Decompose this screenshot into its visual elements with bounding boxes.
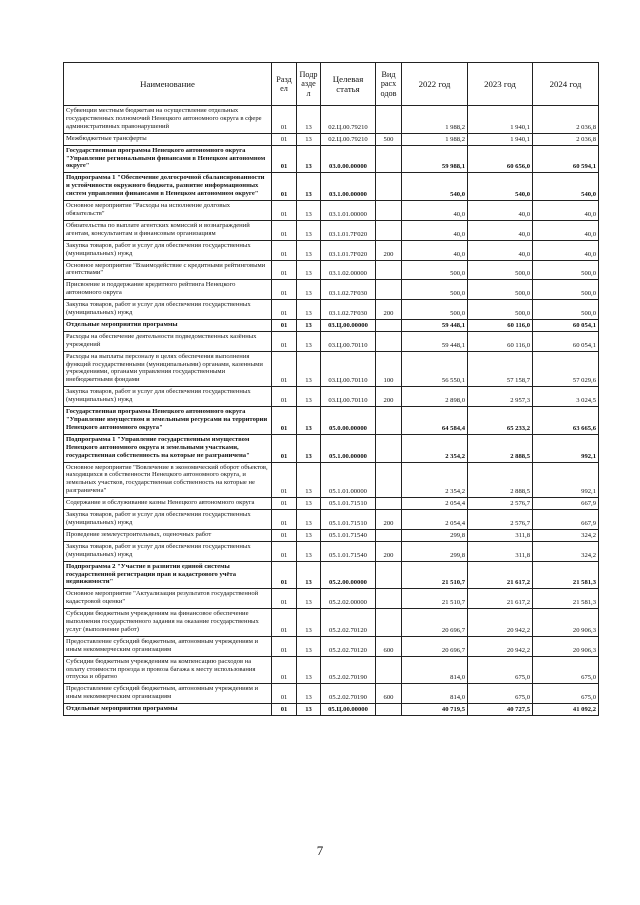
row-name: Закупка товаров, работ и услуг для обеспечения государственных (муниципальных) нужд: [64, 541, 272, 561]
row-podrazdel: 13: [297, 561, 321, 589]
row-value-2022: 21 510,7: [402, 589, 468, 609]
row-value-2023: 2 888,5: [468, 434, 533, 462]
row-name: Подпрограмма 1 "Обеспечение долгосрочной сбалансированности и устойчивости окружного бюджета, развитие информационных систем управления финансами в Ненецком автономном округе": [64, 173, 272, 201]
row-vid: [376, 498, 402, 510]
header-razdel: Разд ел: [272, 63, 297, 106]
table-row: [64, 609, 599, 637]
table-row: [64, 529, 599, 541]
row-name: Закупка товаров, работ и услуг для обеспечения государственных (муниципальных) нужд: [64, 387, 272, 407]
row-value-2023: 311,8: [468, 541, 533, 561]
row-value-2024: 500,0: [533, 280, 599, 300]
row-podrazdel: 13: [297, 300, 321, 320]
row-podrazdel: 13: [297, 656, 321, 684]
table-body: [64, 106, 599, 716]
row-podrazdel: 13: [297, 529, 321, 541]
row-value-2023: 311,8: [468, 529, 533, 541]
row-vid: [376, 407, 402, 435]
header-vid: Вид расх одов: [376, 63, 402, 106]
row-value-2022: 21 510,7: [402, 561, 468, 589]
row-razdel: 01: [272, 704, 297, 716]
row-value-2024: 324,2: [533, 541, 599, 561]
row-razdel: 01: [272, 498, 297, 510]
row-podrazdel: 13: [297, 704, 321, 716]
row-podrazdel: 13: [297, 240, 321, 260]
row-razdel: 01: [272, 260, 297, 280]
row-value-2022: 1 988,2: [402, 106, 468, 134]
header-name: Наименование: [64, 63, 272, 106]
row-article: 05.2.02.00000: [321, 589, 376, 609]
row-name: Основное мероприятие "Взаимодействие с кредитными рейтинговыми агентствами": [64, 260, 272, 280]
row-article: 03.Ц.00.70110: [321, 331, 376, 351]
row-razdel: 01: [272, 300, 297, 320]
row-value-2024: 40,0: [533, 220, 599, 240]
row-value-2023: 20 942,2: [468, 636, 533, 656]
row-name: Закупка товаров, работ и услуг для обеспечения государственных (муниципальных) нужд: [64, 510, 272, 530]
row-value-2023: 60 656,0: [468, 145, 533, 173]
row-value-2022: 20 696,7: [402, 636, 468, 656]
row-value-2022: 299,8: [402, 529, 468, 541]
row-value-2024: 57 029,6: [533, 351, 599, 387]
row-name: Субсидии бюджетным учреждениям на финансовое обеспечение выполнения государственного задания на оказание государственных услуг (выполнение работ): [64, 609, 272, 637]
row-podrazdel: 13: [297, 589, 321, 609]
table-row: [64, 280, 599, 300]
table-row: [64, 300, 599, 320]
row-name: Субвенции местным бюджетам на осуществление отдельных государственных полномочий Ненецкого автономного округа в сфере административных правонарушений: [64, 106, 272, 134]
row-article: 03.1.01.7F020: [321, 240, 376, 260]
table-row: [64, 704, 599, 716]
row-article: 03.1.02.7F030: [321, 300, 376, 320]
row-vid: 600: [376, 684, 402, 704]
table-row: [64, 351, 599, 387]
row-article: 02.Ц.00.79210: [321, 106, 376, 134]
row-article: 03.Ц.00.70110: [321, 387, 376, 407]
row-value-2024: 20 906,3: [533, 636, 599, 656]
row-vid: 100: [376, 351, 402, 387]
row-value-2024: 60 594,1: [533, 145, 599, 173]
row-razdel: 01: [272, 529, 297, 541]
row-value-2024: 21 581,3: [533, 561, 599, 589]
table-row: [64, 260, 599, 280]
row-value-2023: 1 940,1: [468, 133, 533, 145]
row-value-2022: 40,0: [402, 201, 468, 221]
row-podrazdel: 13: [297, 609, 321, 637]
row-value-2022: 2 354,2: [402, 434, 468, 462]
row-name: Проведение землеустроительных, оценочных работ: [64, 529, 272, 541]
row-podrazdel: 13: [297, 106, 321, 134]
row-value-2022: 20 696,7: [402, 609, 468, 637]
row-podrazdel: 13: [297, 498, 321, 510]
row-razdel: 01: [272, 589, 297, 609]
table-header-row: [64, 63, 599, 106]
row-value-2023: 500,0: [468, 260, 533, 280]
row-vid: [376, 589, 402, 609]
row-razdel: 01: [272, 240, 297, 260]
row-razdel: 01: [272, 220, 297, 240]
row-value-2022: 40,0: [402, 240, 468, 260]
row-article: 05.2.02.70190: [321, 684, 376, 704]
table-row: [64, 636, 599, 656]
row-article: 05.1.01.71540: [321, 529, 376, 541]
row-value-2022: 299,8: [402, 541, 468, 561]
row-podrazdel: 13: [297, 351, 321, 387]
budget-table-container: [63, 62, 598, 716]
row-value-2024: 324,2: [533, 529, 599, 541]
row-value-2023: 2 576,7: [468, 498, 533, 510]
row-podrazdel: 13: [297, 387, 321, 407]
row-name: Содержание и обслуживание казны Ненецкого автономного округа: [64, 498, 272, 510]
table-row: [64, 220, 599, 240]
row-razdel: 01: [272, 541, 297, 561]
row-podrazdel: 13: [297, 510, 321, 530]
row-razdel: 01: [272, 561, 297, 589]
table-row: [64, 589, 599, 609]
row-article: 05.1.00.00000: [321, 434, 376, 462]
row-podrazdel: 13: [297, 434, 321, 462]
row-value-2023: 1 940,1: [468, 106, 533, 134]
row-value-2022: 2 898,0: [402, 387, 468, 407]
row-razdel: 01: [272, 434, 297, 462]
row-name: Предоставление субсидий бюджетным, автономным учреждениям и иным некоммерческим организациям: [64, 684, 272, 704]
row-value-2023: 60 116,0: [468, 319, 533, 331]
row-name: Подпрограмма 1 "Управление государственным имуществом Ненецкого автономного округа и земельными участками, государственная собственность на которые не разграничена": [64, 434, 272, 462]
row-podrazdel: 13: [297, 173, 321, 201]
row-razdel: 01: [272, 319, 297, 331]
row-vid: 200: [376, 387, 402, 407]
row-value-2022: 540,0: [402, 173, 468, 201]
row-name: Отдельные мероприятия программы: [64, 704, 272, 716]
row-value-2023: 40,0: [468, 201, 533, 221]
row-value-2023: 40,0: [468, 220, 533, 240]
row-value-2023: 500,0: [468, 300, 533, 320]
row-vid: [376, 319, 402, 331]
table-row: [64, 331, 599, 351]
row-name: Присвоение и поддержание кредитного рейтинга Ненецкого автономного округа: [64, 280, 272, 300]
row-article: 05.1.01.71510: [321, 498, 376, 510]
row-value-2023: 675,0: [468, 656, 533, 684]
row-razdel: 01: [272, 636, 297, 656]
header-article: Целевая статья: [321, 63, 376, 106]
row-value-2024: 540,0: [533, 173, 599, 201]
row-razdel: 01: [272, 609, 297, 637]
header-2022: 2022 год: [402, 63, 468, 106]
table-row: [64, 498, 599, 510]
row-value-2022: 59 988,1: [402, 145, 468, 173]
row-value-2024: 675,0: [533, 684, 599, 704]
row-value-2024: 500,0: [533, 260, 599, 280]
row-value-2023: 2 957,3: [468, 387, 533, 407]
row-article: 03.Ц.00.00000: [321, 319, 376, 331]
row-name: Межбюджетные трансферты: [64, 133, 272, 145]
row-vid: 200: [376, 300, 402, 320]
row-vid: [376, 173, 402, 201]
row-vid: 200: [376, 541, 402, 561]
row-value-2023: 20 942,2: [468, 609, 533, 637]
table-row: [64, 561, 599, 589]
row-article: 05.2.00.00000: [321, 561, 376, 589]
table-row: [64, 656, 599, 684]
row-vid: [376, 704, 402, 716]
row-vid: [376, 656, 402, 684]
row-podrazdel: 13: [297, 201, 321, 221]
row-value-2024: 40,0: [533, 201, 599, 221]
row-value-2022: 814,0: [402, 684, 468, 704]
row-razdel: 01: [272, 201, 297, 221]
table-row: [64, 462, 599, 498]
row-vid: [376, 106, 402, 134]
row-name: Расходы на обеспечение деятельности подведомственных казённых учреждений: [64, 331, 272, 351]
row-value-2022: 2 354,2: [402, 462, 468, 498]
row-value-2024: 21 581,3: [533, 589, 599, 609]
row-value-2023: 40 727,5: [468, 704, 533, 716]
row-value-2024: 60 054,1: [533, 319, 599, 331]
row-podrazdel: 13: [297, 260, 321, 280]
row-razdel: 01: [272, 462, 297, 498]
row-vid: [376, 561, 402, 589]
row-name: Расходы на выплаты персоналу в целях обеспечения выполнения функций государственными (муниципальными) органами, казенными учреждениями, органами управления государственными внебюджетными фондами: [64, 351, 272, 387]
row-value-2022: 500,0: [402, 280, 468, 300]
table-row: [64, 201, 599, 221]
table-row: [64, 541, 599, 561]
table-row: [64, 240, 599, 260]
table-row: [64, 434, 599, 462]
row-name: Подпрограмма 2 "Участие в развитии единой системы государственной регистрации прав и кадастрового учёта недвижимости": [64, 561, 272, 589]
row-name: Основное мероприятие "Актуализация результатов государственной кадастровой оценки": [64, 589, 272, 609]
page-number: 7: [316, 843, 324, 858]
row-podrazdel: 13: [297, 133, 321, 145]
row-podrazdel: 13: [297, 462, 321, 498]
row-value-2022: 40 719,5: [402, 704, 468, 716]
row-value-2022: 1 988,2: [402, 133, 468, 145]
row-value-2023: 40,0: [468, 240, 533, 260]
row-article: 03.1.02.7F030: [321, 280, 376, 300]
row-value-2024: 20 906,3: [533, 609, 599, 637]
row-value-2023: 500,0: [468, 280, 533, 300]
row-razdel: 01: [272, 331, 297, 351]
row-razdel: 01: [272, 145, 297, 173]
row-vid: [376, 201, 402, 221]
row-podrazdel: 13: [297, 145, 321, 173]
row-value-2024: 500,0: [533, 300, 599, 320]
row-value-2023: 60 116,0: [468, 331, 533, 351]
row-article: 05.1.01.71510: [321, 510, 376, 530]
row-article: 05.Ц.00.00000: [321, 704, 376, 716]
row-vid: [376, 220, 402, 240]
row-value-2023: 57 158,7: [468, 351, 533, 387]
row-value-2024: 41 092,2: [533, 704, 599, 716]
row-value-2022: 814,0: [402, 656, 468, 684]
row-value-2024: 63 665,6: [533, 407, 599, 435]
row-razdel: 01: [272, 106, 297, 134]
row-podrazdel: 13: [297, 220, 321, 240]
row-razdel: 01: [272, 510, 297, 530]
row-vid: [376, 331, 402, 351]
row-value-2024: 3 024,5: [533, 387, 599, 407]
header-podrazdel: Подр азде л: [297, 63, 321, 106]
header-2024: 2024 год: [533, 63, 599, 106]
row-article: 03.Ц.00.70110: [321, 351, 376, 387]
row-value-2023: 65 233,2: [468, 407, 533, 435]
table-row: [64, 133, 599, 145]
row-name: Обязательства по выплате агентских комиссий и вознаграждений агентам, консультантам и финансовым организациям: [64, 220, 272, 240]
row-value-2023: 21 617,2: [468, 589, 533, 609]
row-value-2024: 667,9: [533, 510, 599, 530]
table-row: [64, 145, 599, 173]
row-value-2024: 992,1: [533, 434, 599, 462]
row-value-2022: 56 550,1: [402, 351, 468, 387]
row-name: Закупка товаров, работ и услуг для обеспечения государственных (муниципальных) нужд: [64, 300, 272, 320]
table-row: [64, 106, 599, 134]
row-value-2024: 60 054,1: [533, 331, 599, 351]
row-razdel: 01: [272, 173, 297, 201]
table-row: [64, 173, 599, 201]
row-article: 05.1.01.71540: [321, 541, 376, 561]
row-vid: [376, 462, 402, 498]
row-article: 02.Ц.00.79210: [321, 133, 376, 145]
row-article: 05.2.02.70120: [321, 636, 376, 656]
row-razdel: 01: [272, 387, 297, 407]
row-razdel: 01: [272, 351, 297, 387]
header-2023: 2023 год: [468, 63, 533, 106]
row-value-2024: 667,9: [533, 498, 599, 510]
row-name: Субсидии бюджетным учреждениям на компенсацию расходов на оплату стоимости проезда и провоза багажа к месту использования отпуска и обратно: [64, 656, 272, 684]
row-value-2022: 2 054,4: [402, 498, 468, 510]
row-value-2022: 2 054,4: [402, 510, 468, 530]
row-value-2024: 2 036,8: [533, 133, 599, 145]
row-razdel: 01: [272, 133, 297, 145]
row-name: Отдельные мероприятия программы: [64, 319, 272, 331]
row-podrazdel: 13: [297, 331, 321, 351]
row-article: 03.1.02.00000: [321, 260, 376, 280]
row-razdel: 01: [272, 280, 297, 300]
row-vid: [376, 434, 402, 462]
row-value-2023: 540,0: [468, 173, 533, 201]
row-podrazdel: 13: [297, 319, 321, 331]
row-value-2024: 675,0: [533, 656, 599, 684]
row-article: 03.1.01.00000: [321, 201, 376, 221]
row-podrazdel: 13: [297, 636, 321, 656]
row-name: Государственная программа Ненецкого автономного округа "Управление региональными финансами в Ненецком автономном округе": [64, 145, 272, 173]
row-vid: 200: [376, 240, 402, 260]
row-article: 03.1.00.00000: [321, 173, 376, 201]
row-podrazdel: 13: [297, 407, 321, 435]
row-vid: 200: [376, 510, 402, 530]
table-row: [64, 387, 599, 407]
row-name: Основное мероприятие "Расходы на исполнение долговых обязательств": [64, 201, 272, 221]
row-podrazdel: 13: [297, 280, 321, 300]
row-article: 05.2.02.70120: [321, 609, 376, 637]
row-article: 05.1.01.00000: [321, 462, 376, 498]
row-value-2024: 40,0: [533, 240, 599, 260]
table-row: [64, 319, 599, 331]
table-row: [64, 407, 599, 435]
row-value-2024: 2 036,8: [533, 106, 599, 134]
row-vid: 600: [376, 636, 402, 656]
row-value-2023: 675,0: [468, 684, 533, 704]
row-value-2023: 2 888,5: [468, 462, 533, 498]
row-podrazdel: 13: [297, 684, 321, 704]
row-podrazdel: 13: [297, 541, 321, 561]
row-article: 03.0.00.00000: [321, 145, 376, 173]
row-name: Государственная программа Ненецкого автономного округа "Управление имуществом и земельными ресурсами на территории Ненецкого автономного округа": [64, 407, 272, 435]
row-value-2023: 21 617,2: [468, 561, 533, 589]
row-value-2022: 40,0: [402, 220, 468, 240]
row-name: Закупка товаров, работ и услуг для обеспечения государственных (муниципальных) нужд: [64, 240, 272, 260]
row-razdel: 01: [272, 684, 297, 704]
row-value-2022: 59 448,1: [402, 331, 468, 351]
row-value-2022: 500,0: [402, 260, 468, 280]
row-value-2023: 2 576,7: [468, 510, 533, 530]
row-article: 05.0.00.00000: [321, 407, 376, 435]
row-value-2022: 59 448,1: [402, 319, 468, 331]
row-vid: 500: [376, 133, 402, 145]
row-razdel: 01: [272, 656, 297, 684]
row-vid: [376, 280, 402, 300]
row-name: Предоставление субсидий бюджетным, автономным учреждениям и иным некоммерческим организациям: [64, 636, 272, 656]
row-vid: [376, 609, 402, 637]
row-value-2022: 64 584,4: [402, 407, 468, 435]
row-value-2024: 992,1: [533, 462, 599, 498]
row-vid: [376, 145, 402, 173]
row-vid: [376, 529, 402, 541]
row-name: Основное мероприятие "Вовлечение в экономический оборот объектов, находящихся в собственности Ненецкого автономного округа, и земельных участков, государственная собственность на которые не разграничена": [64, 462, 272, 498]
table-row: [64, 684, 599, 704]
row-article: 05.2.02.70190: [321, 656, 376, 684]
row-article: 03.1.01.7F020: [321, 220, 376, 240]
budget-table: [63, 62, 599, 716]
row-vid: [376, 260, 402, 280]
table-row: [64, 510, 599, 530]
row-razdel: 01: [272, 407, 297, 435]
row-value-2022: 500,0: [402, 300, 468, 320]
